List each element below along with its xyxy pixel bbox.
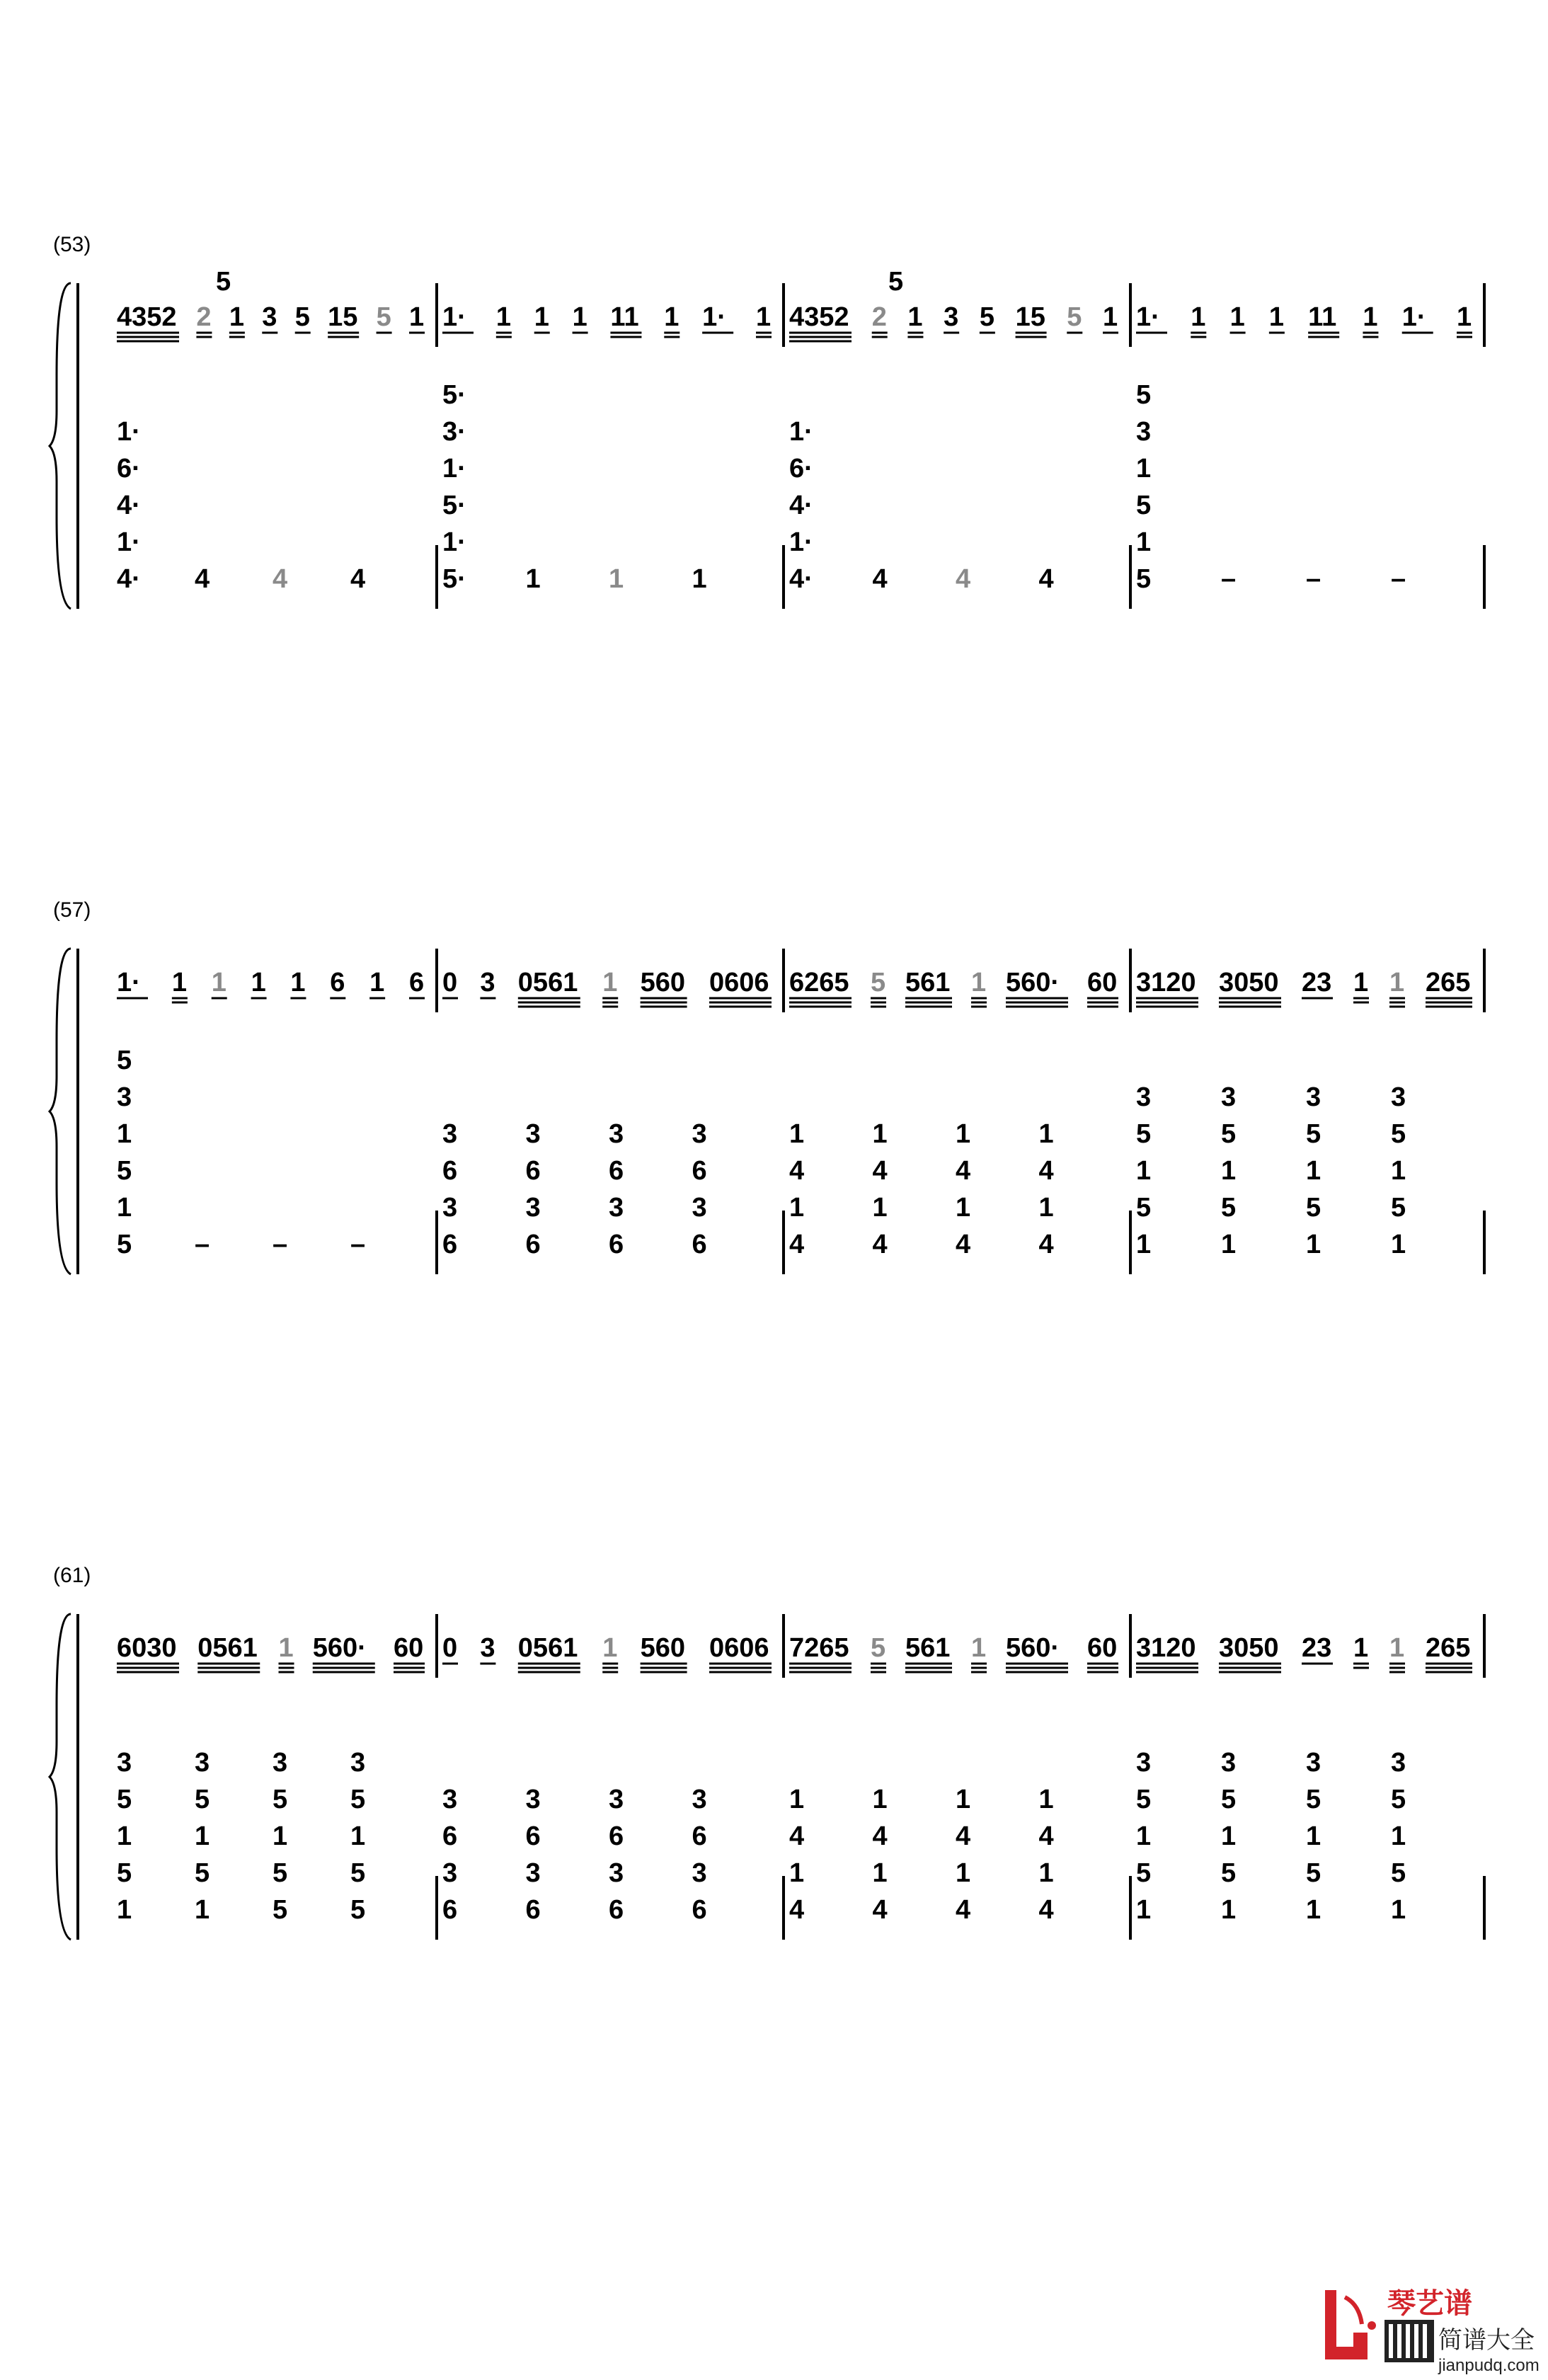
chord-note: 1: [195, 1821, 210, 1851]
treble-note: 23: [1302, 968, 1332, 997]
treble-note: 1: [495, 302, 511, 332]
chord-note: 6: [525, 1156, 541, 1186]
bass-note: 4: [1038, 1230, 1054, 1259]
chord-note: 1: [273, 1821, 288, 1851]
chord-note: 1: [117, 1193, 132, 1223]
chord-note: 1: [872, 1193, 888, 1223]
bass-note: 6: [442, 1230, 458, 1259]
bass-note: –: [273, 1230, 288, 1259]
chord-note: 3: [1221, 1748, 1237, 1778]
chord-note: 5: [1306, 1858, 1321, 1888]
chord-note: 4: [1038, 1156, 1054, 1186]
chord-note: 5: [1136, 1858, 1152, 1888]
treble-note: 6: [330, 968, 345, 997]
chord-note: 3: [525, 1119, 541, 1149]
chord-note: 3: [1306, 1082, 1321, 1112]
bass-note: 1: [195, 1895, 210, 1925]
bass-note: 5: [273, 1895, 288, 1925]
treble-note: 5: [871, 968, 886, 997]
treble-note: 0606: [709, 968, 769, 997]
brace: [50, 283, 71, 609]
logo-subtitle: 简谱大全: [1438, 2326, 1535, 2355]
chord-note: 6: [692, 1821, 707, 1851]
chord-note: 6·: [789, 454, 813, 484]
treble-note: 6: [409, 968, 425, 997]
chord-note: 1: [789, 1858, 805, 1888]
bass-note: 6: [692, 1230, 707, 1259]
treble-note: 1: [171, 968, 187, 997]
bass-note: 4: [1038, 1895, 1054, 1925]
upper-note: 5: [216, 267, 231, 297]
chord-note: 3: [117, 1082, 132, 1112]
chord-note: 1: [956, 1193, 971, 1223]
treble-note: 1: [369, 968, 385, 997]
chord-note: 6: [609, 1156, 624, 1186]
treble-note: 1·: [442, 302, 466, 332]
chord-note: 6·: [117, 454, 141, 484]
chord-note: 1: [1038, 1119, 1054, 1149]
bass-note: 5: [117, 1230, 132, 1259]
bass-note: 4: [956, 1895, 971, 1925]
chord-note: 5: [1391, 1119, 1406, 1149]
logo-icon: [1317, 2283, 1543, 2375]
chord-note: 1·: [117, 417, 141, 447]
chord-note: 5·: [442, 491, 466, 520]
treble-note: 1·: [702, 302, 726, 332]
bass-note: 4: [872, 564, 888, 594]
bass-note: 4: [350, 564, 366, 594]
brace: [50, 1614, 71, 1940]
treble-note: 0561: [517, 1633, 578, 1663]
treble-note: 1: [602, 1633, 618, 1663]
treble-note: 560·: [312, 1633, 367, 1663]
chord-note: 3: [525, 1858, 541, 1888]
chord-note: 1: [1038, 1858, 1054, 1888]
treble-note: 1: [534, 302, 549, 332]
bass-note: 4: [273, 564, 288, 594]
chord-note: 6: [442, 1821, 458, 1851]
chord-note: 5: [1221, 1119, 1237, 1149]
chord-note: 3: [609, 1193, 624, 1223]
bass-note: 6: [525, 1895, 541, 1925]
chord-note: 3: [350, 1748, 366, 1778]
chord-note: 1·: [789, 417, 813, 447]
bass-note: 1: [1136, 1230, 1152, 1259]
treble-note: 1·: [1401, 302, 1426, 332]
chord-note: 3: [692, 1785, 707, 1814]
treble-note: 265: [1426, 968, 1471, 997]
bass-note: 6: [609, 1895, 624, 1925]
treble-note: 560: [640, 968, 686, 997]
treble-note: 3: [480, 968, 495, 997]
treble-note: 60: [394, 1633, 424, 1663]
chord-note: 6: [692, 1156, 707, 1186]
measure-number: (61): [53, 1564, 91, 1587]
chord-note: 1: [1136, 1821, 1152, 1851]
bass-note: 1: [1391, 1230, 1406, 1259]
treble-note: 1: [1103, 302, 1118, 332]
bass-note: 4·: [789, 564, 813, 594]
treble-note: 1: [664, 302, 680, 332]
chord-note: 5: [1136, 380, 1152, 410]
treble-note: 3: [480, 1633, 495, 1663]
bass-note: 1: [692, 564, 707, 594]
bass-note: 5·: [442, 564, 466, 594]
treble-note: 23: [1302, 1633, 1332, 1663]
treble-note: 1·: [117, 968, 141, 997]
chord-note: 1: [956, 1119, 971, 1149]
chord-note: 5: [1136, 1193, 1152, 1223]
chord-note: 5: [273, 1785, 288, 1814]
chord-note: 3: [609, 1858, 624, 1888]
chord-note: 1: [789, 1119, 805, 1149]
chord-note: 6: [525, 1821, 541, 1851]
chord-note: 3: [1391, 1748, 1406, 1778]
chord-note: 1: [1136, 454, 1152, 484]
treble-note: 1: [290, 968, 306, 997]
treble-note: 1: [229, 302, 244, 332]
chord-note: 4·: [789, 491, 813, 520]
treble-note: 0606: [709, 1633, 769, 1663]
treble-note: 1: [1363, 302, 1378, 332]
treble-note: 1: [1389, 968, 1405, 997]
treble-note: 265: [1426, 1633, 1471, 1663]
chord-note: 5: [1221, 1858, 1237, 1888]
chord-note: 1: [789, 1785, 805, 1814]
treble-note: 1: [756, 302, 772, 332]
chord-note: 4: [956, 1156, 971, 1186]
brace: [50, 949, 71, 1274]
chord-note: 4: [789, 1821, 805, 1851]
treble-note: 1: [278, 1633, 294, 1663]
treble-note: 6030: [117, 1633, 177, 1663]
upper-note: 5: [888, 267, 904, 297]
logo-text: 琴艺谱: [1387, 2287, 1472, 2320]
bass-note: –: [1221, 564, 1237, 594]
treble-note: 561: [905, 968, 951, 997]
chord-note: 5: [273, 1858, 288, 1888]
treble-note: 2: [871, 302, 887, 332]
chord-note: 4: [872, 1821, 888, 1851]
bass-note: –: [195, 1230, 210, 1259]
treble-note: 560·: [1006, 968, 1060, 997]
chord-note: 5: [117, 1046, 132, 1075]
chord-note: 1: [1306, 1156, 1321, 1186]
chord-note: 5: [1391, 1785, 1406, 1814]
treble-note: 1: [211, 968, 227, 997]
treble-note: 1: [907, 302, 923, 332]
chord-note: 5: [1306, 1785, 1321, 1814]
treble-note: 3120: [1136, 968, 1196, 997]
chord-note: 5: [1136, 1785, 1152, 1814]
chord-note: 1: [789, 1193, 805, 1223]
treble-note: 1: [1457, 302, 1472, 332]
treble-note: 560: [640, 1633, 686, 1663]
chord-note: 3: [692, 1193, 707, 1223]
chord-note: 3: [442, 1785, 458, 1814]
chord-note: 4·: [117, 491, 141, 520]
chord-note: 5: [195, 1785, 210, 1814]
treble-note: 5: [376, 302, 391, 332]
chord-note: 3: [692, 1119, 707, 1149]
chord-note: 3: [1136, 1082, 1152, 1112]
chord-note: 1: [117, 1821, 132, 1851]
treble-note: 0: [442, 968, 458, 997]
bass-note: 5: [1136, 564, 1152, 594]
chord-note: 3: [442, 1119, 458, 1149]
treble-note: 1: [1191, 302, 1206, 332]
chord-note: 3: [1391, 1082, 1406, 1112]
chord-note: 5: [117, 1156, 132, 1186]
bass-note: 1: [1221, 1895, 1237, 1925]
chord-note: 5: [1306, 1193, 1321, 1223]
bass-note: 4: [1038, 564, 1054, 594]
chord-note: 1: [1038, 1785, 1054, 1814]
treble-note: 6265: [789, 968, 849, 997]
chord-note: 1: [956, 1858, 971, 1888]
treble-note: 1: [971, 1633, 987, 1663]
treble-note: 1: [572, 302, 587, 332]
chord-note: 5: [1391, 1858, 1406, 1888]
chord-note: 6: [609, 1821, 624, 1851]
chord-note: 3: [117, 1748, 132, 1778]
treble-note: 1: [409, 302, 425, 332]
bass-note: 1: [525, 564, 541, 594]
chord-note: 3: [442, 1193, 458, 1223]
treble-note: 1: [602, 968, 618, 997]
treble-note: 1: [1353, 1633, 1369, 1663]
bass-note: 6: [525, 1230, 541, 1259]
treble-note: 5: [871, 1633, 886, 1663]
chord-note: 3·: [442, 417, 466, 447]
chord-note: 5: [350, 1858, 366, 1888]
bass-note: 1: [1306, 1895, 1321, 1925]
bass-note: –: [350, 1230, 366, 1259]
chord-note: 1: [1136, 527, 1152, 557]
treble-note: 1: [251, 968, 266, 997]
treble-note: 5: [979, 302, 994, 332]
treble-note: 4352: [117, 302, 177, 332]
chord-note: 6: [442, 1156, 458, 1186]
logo: [1317, 2283, 1543, 2375]
bass-note: 4: [956, 1230, 971, 1259]
chord-note: 1: [872, 1785, 888, 1814]
bass-note: 1: [117, 1895, 132, 1925]
treble-note: 5: [1067, 302, 1082, 332]
chord-note: 1: [117, 1119, 132, 1149]
chord-note: 3: [692, 1858, 707, 1888]
chord-note: 1: [1221, 1156, 1237, 1186]
chord-note: 5: [117, 1858, 132, 1888]
bass-note: –: [1391, 564, 1406, 594]
treble-note: 0: [442, 1633, 458, 1663]
bass-note: 1: [1221, 1230, 1237, 1259]
chord-note: 5: [1221, 1193, 1237, 1223]
chord-note: 3: [525, 1785, 541, 1814]
bass-note: 1: [1391, 1895, 1406, 1925]
system: [50, 233, 1484, 609]
chord-note: 1: [1136, 1156, 1152, 1186]
system: [50, 898, 1484, 1274]
chord-note: 1: [872, 1858, 888, 1888]
bass-note: 4: [195, 564, 210, 594]
treble-note: 60: [1087, 968, 1118, 997]
chord-note: 1: [1391, 1156, 1406, 1186]
bass-note: 6: [442, 1895, 458, 1925]
chord-note: 4: [1038, 1821, 1054, 1851]
treble-note: 3: [944, 302, 959, 332]
chord-note: 4: [956, 1821, 971, 1851]
chord-note: 5: [350, 1785, 366, 1814]
treble-note: 15: [328, 302, 358, 332]
treble-note: 2: [196, 302, 212, 332]
treble-note: 1: [1353, 968, 1369, 997]
bass-note: 4: [789, 1895, 805, 1925]
chord-note: 3: [1221, 1082, 1237, 1112]
chord-note: 1: [1221, 1821, 1237, 1851]
chord-note: 1·: [442, 527, 466, 557]
treble-note: 60: [1087, 1633, 1118, 1663]
bass-note: 6: [609, 1230, 624, 1259]
bass-note: 1: [609, 564, 624, 594]
bass-note: 4·: [117, 564, 141, 594]
chord-note: 3: [1306, 1748, 1321, 1778]
chord-note: 1·: [789, 527, 813, 557]
chord-note: 5: [1136, 1119, 1152, 1149]
measure-number: (57): [53, 898, 91, 922]
treble-note: 3: [262, 302, 277, 332]
chord-note: 5: [1136, 491, 1152, 520]
treble-note: 1: [1268, 302, 1284, 332]
chord-note: 3: [609, 1785, 624, 1814]
chord-note: 3: [525, 1193, 541, 1223]
chord-note: 4: [872, 1156, 888, 1186]
chord-note: 4: [789, 1156, 805, 1186]
chord-note: 1: [1306, 1821, 1321, 1851]
treble-note: 1: [1229, 302, 1245, 332]
treble-note: 560·: [1006, 1633, 1060, 1663]
treble-note: 0561: [517, 968, 578, 997]
bass-note: 1: [1136, 1895, 1152, 1925]
chord-note: 3: [609, 1119, 624, 1149]
treble-note: 1·: [1136, 302, 1160, 332]
treble-note: 3050: [1219, 1633, 1279, 1663]
measure-number: (53): [53, 233, 91, 256]
treble-note: 3120: [1136, 1633, 1196, 1663]
bass-note: 4: [789, 1230, 805, 1259]
system: [50, 1564, 1484, 1940]
treble-note: 11: [610, 302, 639, 332]
treble-note: 15: [1015, 302, 1045, 332]
treble-note: 3050: [1219, 968, 1279, 997]
logo-url: jianpudq.com: [1438, 2356, 1540, 2375]
chord-note: 1: [350, 1821, 366, 1851]
chord-note: 3: [1136, 417, 1152, 447]
treble-note: 5: [294, 302, 310, 332]
treble-note: 0561: [197, 1633, 258, 1663]
chord-note: 1: [1038, 1193, 1054, 1223]
chord-note: 5: [117, 1785, 132, 1814]
chord-note: 5: [195, 1858, 210, 1888]
chord-note: 1: [1391, 1821, 1406, 1851]
chord-note: 3: [1136, 1748, 1152, 1778]
treble-note: 1: [1389, 1633, 1405, 1663]
bass-note: 5: [350, 1895, 366, 1925]
treble-note: 561: [905, 1633, 951, 1663]
bass-note: 4: [872, 1895, 888, 1925]
chord-note: 3: [442, 1858, 458, 1888]
treble-note: 7265: [789, 1633, 849, 1663]
chord-note: 1·: [442, 454, 466, 484]
treble-note: 4352: [789, 302, 849, 332]
chord-note: 5: [1221, 1785, 1237, 1814]
chord-note: 1: [872, 1119, 888, 1149]
chord-note: 5: [1391, 1193, 1406, 1223]
bass-note: 6: [692, 1895, 707, 1925]
bass-note: 4: [956, 564, 971, 594]
treble-note: 11: [1308, 302, 1337, 332]
bass-note: 4: [872, 1230, 888, 1259]
chord-note: 3: [195, 1748, 210, 1778]
treble-note: 1: [971, 968, 987, 997]
chord-note: 3: [273, 1748, 288, 1778]
chord-note: 1·: [117, 527, 141, 557]
bass-note: 1: [1306, 1230, 1321, 1259]
chord-note: 5: [1306, 1119, 1321, 1149]
bass-note: –: [1306, 564, 1321, 594]
chord-note: 5·: [442, 380, 466, 410]
chord-note: 1: [956, 1785, 971, 1814]
